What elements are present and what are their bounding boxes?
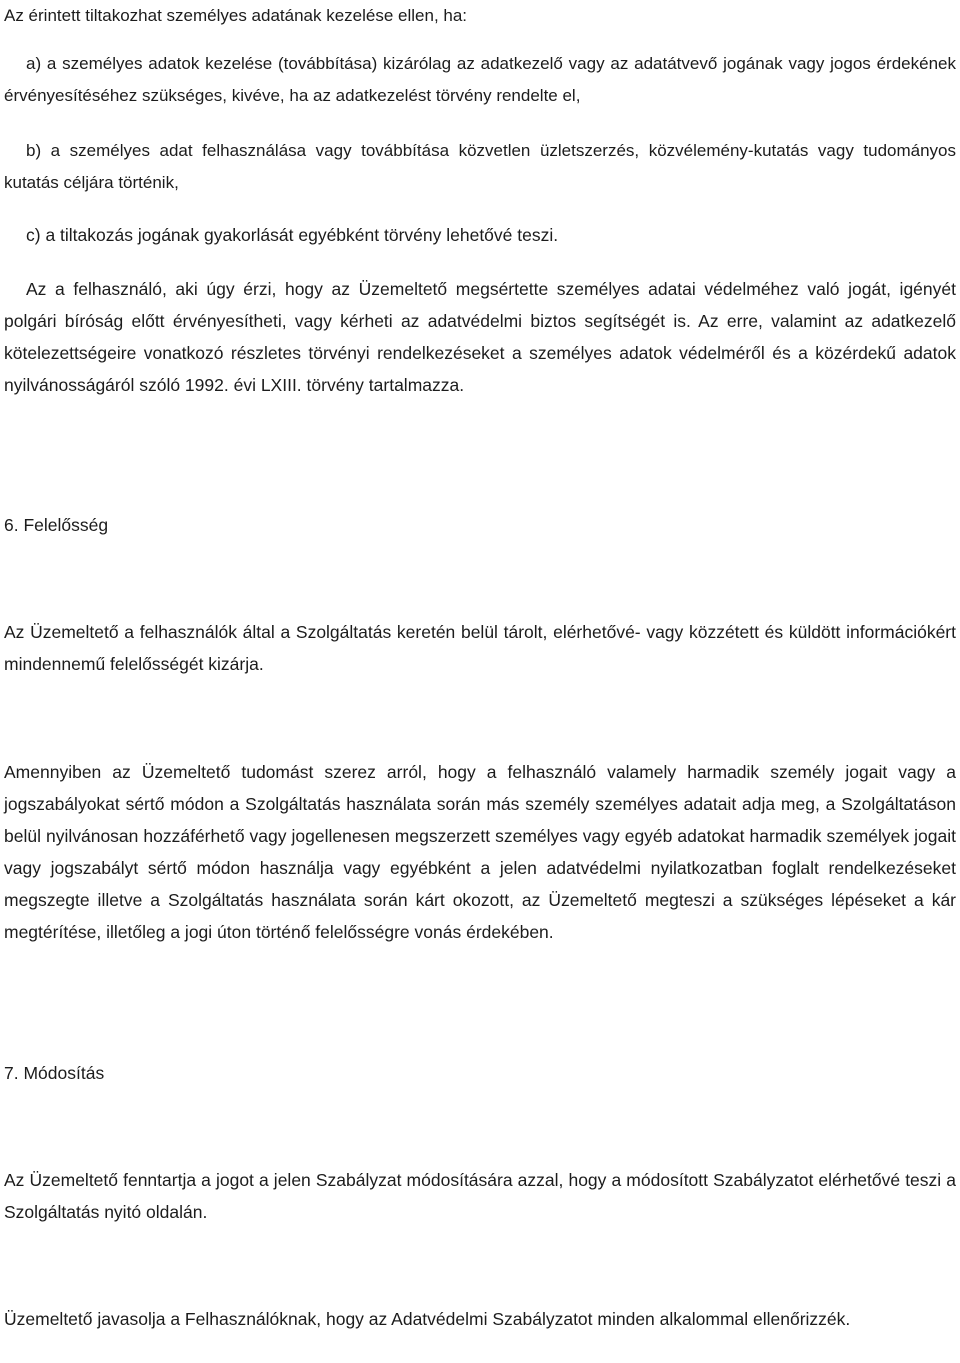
section-heading-6: 6. Felelősség (4, 515, 109, 535)
list-item-a: a) a személyes adatok kezelése (továbbítása) kizárólag az adatkezelő vagy az adatátvevő jogának vagy jogos érdekének érvényesítéséhez szükséges, kivéve, ha az adatkezelést törvény rendelte el, (4, 54, 956, 105)
section-heading-7: 7. Módosítás (4, 1063, 105, 1083)
rights-paragraph: Az a felhasználó, aki úgy érzi, hogy az Üzemeltető megsértette személyes adatai védelméhez való jogát, igényét polgári bíróság előtt érvényesítheti, vagy kérheti az adatvédelmi biztos segítségét is. Az erre, valamint az adatkezelő kötelezettségeire vonatkozó részletes törvényi rendelkezéseket a személyes adatok védelméről és a közérdekű adatok nyilvánosságáról szóló 1992. évi LXIII. törvény tartalmazza. (4, 279, 956, 395)
liability-paragraph-2: Amennyiben az Üzemeltető tudomást szerez arról, hogy a felhasználó valamely harmadik személy jogait vagy a jogszabályokat sértő módon a Szolgáltatás használata során más személy személyes adatait adja meg, a Szolgáltatáson belül nyilvánosan hozzáférhető vagy jogellenesen megszerzett személyes vagy egyéb adatokat harmadik személyek jogait vagy jogszabályt sértő módon használja vagy egyébként a jelen adatvédelmi nyilatkozatban foglalt rendelkezéseket megszegte illetve a Szolgáltatás használata során kárt okozott, az Üzemeltető megteszi a szükséges lépéseket a kár megtérítése, illetőleg a jogi úton történő felelősségre vonás érdekében. (4, 762, 956, 942)
list-item-c: c) a tiltakozás jogának gyakorlását egyébként törvény lehetővé teszi. (26, 225, 559, 245)
list-item-b: b) a személyes adat felhasználása vagy továbbítása közvetlen üzletszerzés, közvélemény-kutatás vagy tudományos kutatás céljára történik, (4, 141, 956, 192)
objection-intro: Az érintett tiltakozhat személyes adatának kezelése ellen, ha: (4, 6, 468, 25)
amendment-paragraph-1: Az Üzemeltető fenntartja a jogot a jelen Szabályzat módosítására azzal, hogy a módosított Szabályzatot elérhetővé teszi a Szolgáltatás nyitó oldalán. (4, 1170, 956, 1222)
liability-paragraph-1: Az Üzemeltető a felhasználók által a Szolgáltatás keretén belül tárolt, elérhetővé- vagy közzétett és küldött információkért mindennemű felelősségét kizárja. (4, 622, 956, 674)
amendment-paragraph-2: Üzemeltető javasolja a Felhasználóknak, hogy az Adatvédelmi Szabályzatot minden alkalommal ellenőrizzék. (4, 1309, 851, 1329)
